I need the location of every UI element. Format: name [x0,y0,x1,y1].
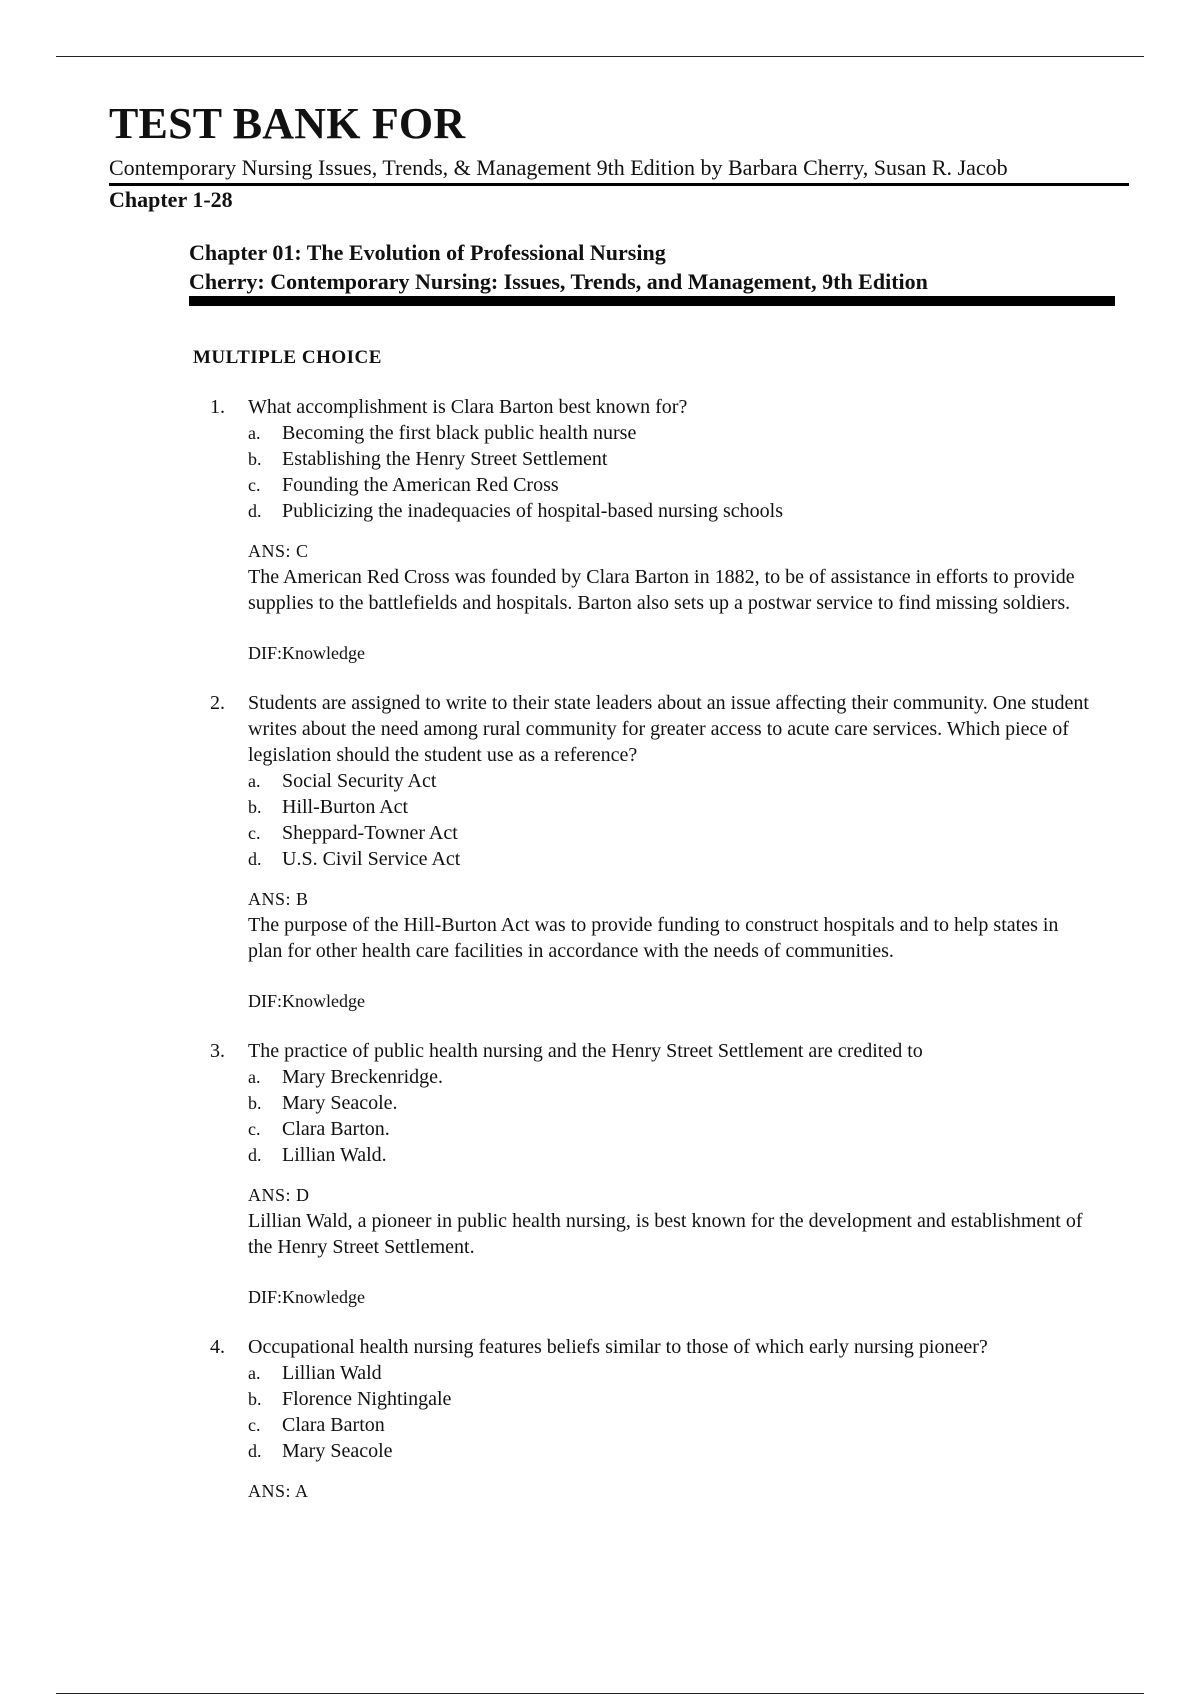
answer-choice [248,1438,1090,1464]
answer-choice [248,820,1090,846]
question-list [210,394,1090,1504]
document-title: TEST BANK FOR [109,99,466,148]
choice-text: Mary Seacole [282,1440,393,1462]
answer-choice [248,446,1090,472]
chapter-rule [189,296,1115,306]
answer-choice [248,1412,1090,1438]
question-stem: Students are assigned to write to their state leaders about an issue affecting their community. One student writes about the need among rural community for greater access to acute care services. Which piece of legislation should the student use as a reference? [248,692,1089,766]
choice-text: Publicizing the inadequacies of hospital-based nursing schools [282,500,784,522]
choice-letter: b. [248,1389,262,1409]
top-rule [56,56,1144,57]
choice-letter: a. [248,423,261,443]
question-spacer [210,1310,1090,1334]
choice-text: Becoming the first black public health nurse [282,422,637,444]
answer-choice [248,1386,1090,1412]
choice-text: Clara Barton. [282,1118,390,1140]
answer-choice [248,1064,1090,1090]
answer-choice [248,1360,1090,1386]
question-stem-row [210,394,1090,420]
choice-text: Sheppard-Towner Act [282,822,458,844]
choice-letter: b. [248,449,262,469]
choice-letter: a. [248,1363,261,1383]
answer-choice [248,472,1090,498]
question-stem-row [210,1334,1090,1360]
answer-choice [248,1116,1090,1142]
answer-choice [248,794,1090,820]
question-item [210,1334,1090,1504]
choice-letter: b. [248,797,262,817]
answer-choices [248,1360,1090,1464]
difficulty-label: DIF:Knowledge [248,643,365,663]
question-stem-row [210,690,1090,768]
question-spacer [210,1014,1090,1038]
choice-letter: a. [248,1067,261,1087]
choice-text: Founding the American Red Cross [282,474,559,496]
answer-choice [248,846,1090,872]
choice-letter: c. [248,475,261,495]
answer-key: ANS: B [248,889,309,909]
choice-text: U.S. Civil Service Act [282,848,461,870]
choice-text: Mary Breckenridge. [282,1066,444,1088]
choice-letter: b. [248,1093,262,1113]
choice-text: Lillian Wald. [282,1144,387,1166]
choice-letter: d. [248,1441,262,1461]
answer-block [248,1182,1090,1260]
bottom-rule [56,1693,1144,1694]
choice-text: Hill-Burton Act [282,796,409,818]
answer-choices [248,420,1090,524]
choice-text: Social Security Act [282,770,437,792]
choice-letter: a. [248,771,261,791]
question-stem: Occupational health nursing features beliefs similar to those of which early nursing pioneer? [248,1336,988,1358]
answer-block [248,886,1090,964]
answer-choice [248,768,1090,794]
answer-block [248,538,1090,616]
choice-letter: d. [248,501,262,521]
answer-key: ANS: A [248,1481,309,1501]
chapter-book-reference: Cherry: Contemporary Nursing: Issues, Trends, and Management, 9th Edition [189,269,928,294]
answer-key: ANS: C [248,541,309,561]
difficulty-label: DIF:Knowledge [248,991,365,1011]
question-item [210,690,1090,1014]
question-stem: What accomplishment is Clara Barton best known for? [248,396,688,418]
question-number: 4. [210,1336,225,1358]
choice-letter: d. [248,849,262,869]
chapter-heading [189,238,1115,306]
question-number: 1. [210,396,225,418]
choice-text: Florence Nightingale [282,1388,452,1410]
section-label: MULTIPLE CHOICE [193,347,382,368]
question-spacer [210,666,1090,690]
answer-key: ANS: D [248,1185,310,1205]
chapter-title: Chapter 01: The Evolution of Professional Nursing [189,240,666,265]
answer-rationale: Lillian Wald, a pioneer in public health nursing, is best known for the development and establishment of the Henry Street Settlement. [248,1210,1083,1258]
choice-text: Mary Seacole. [282,1092,398,1114]
chapter-range: Chapter 1-28 [109,187,233,212]
book-subtitle: Contemporary Nursing Issues, Trends, & Management 9th Edition by Barbara Cherry, Susan R. Jacob [109,155,1008,180]
question-stem-row [210,1038,1090,1064]
answer-rationale: The American Red Cross was founded by Clara Barton in 1882, to be of assistance in efforts to provide supplies to the battlefields and hospitals. Barton also sets up a postwar service to find missing soldiers. [248,566,1075,614]
difficulty-label: DIF:Knowledge [248,1287,365,1307]
answer-block [248,1478,1090,1504]
answer-choice [248,1090,1090,1116]
choice-text: Clara Barton [282,1414,385,1436]
question-item [210,394,1090,666]
choice-text: Lillian Wald [282,1362,382,1384]
answer-choice [248,420,1090,446]
question-number: 2. [210,692,225,714]
answer-choices [248,768,1090,872]
question-stem: The practice of public health nursing and the Henry Street Settlement are credited to [248,1040,923,1062]
choice-letter: c. [248,1119,261,1139]
question-item [210,1038,1090,1310]
answer-rationale: The purpose of the Hill-Burton Act was to provide funding to construct hospitals and to help states in plan for other health care facilities in accordance with the needs of communities. [248,914,1059,962]
choice-text: Establishing the Henry Street Settlement [282,448,608,470]
question-number: 3. [210,1040,225,1062]
choice-letter: d. [248,1145,262,1165]
document-header [109,100,1129,214]
answer-choice [248,498,1090,524]
choice-letter: c. [248,1415,261,1435]
choice-letter: c. [248,823,261,843]
answer-choices [248,1064,1090,1168]
answer-choice [248,1142,1090,1168]
